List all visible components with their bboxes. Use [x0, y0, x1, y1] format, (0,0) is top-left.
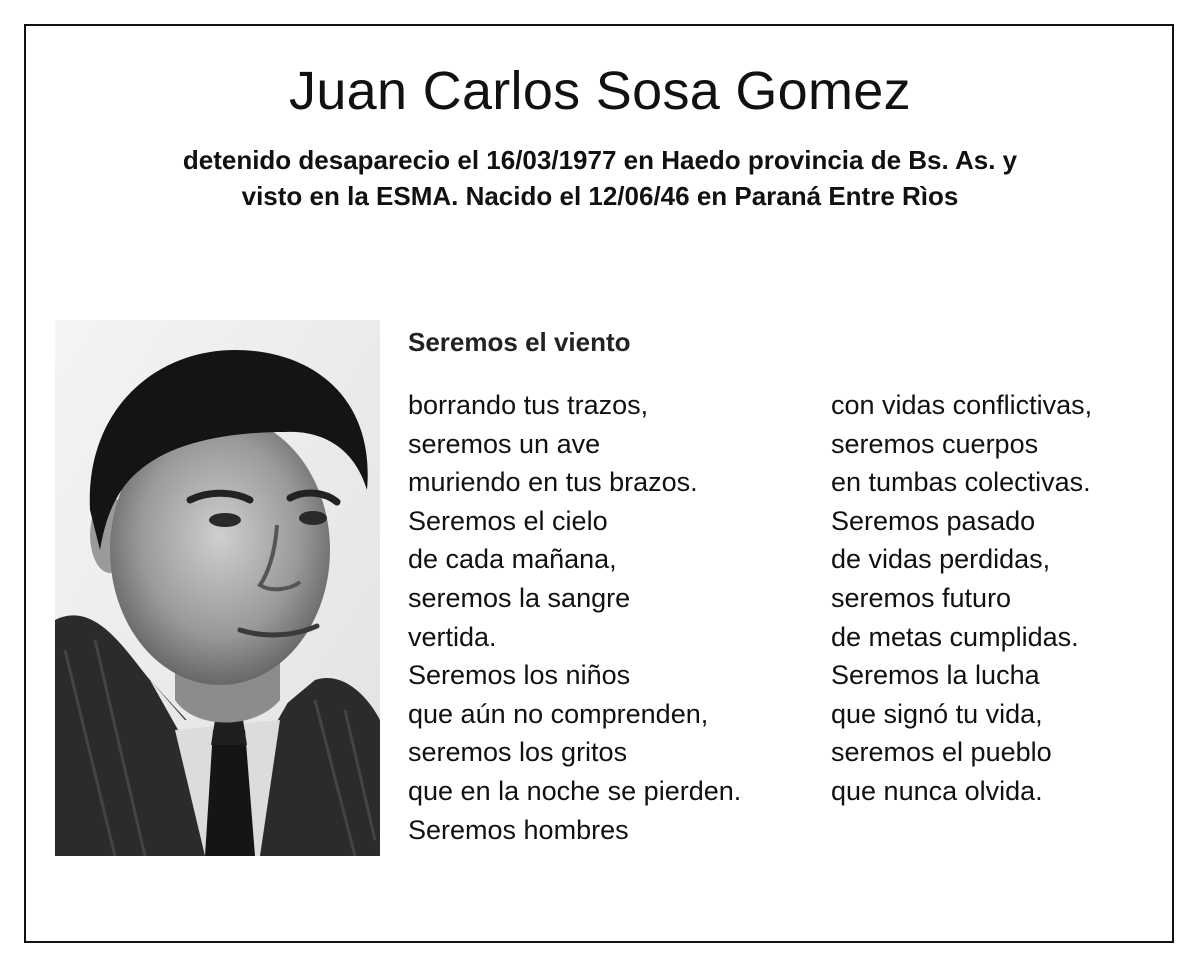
poem-title: Seremos el viento	[408, 327, 631, 357]
person-name: Juan Carlos Sosa Gomez	[289, 61, 911, 121]
details-line-1: detenido desaparecio el 16/03/1977 en Haedo provincia de Bs. As. y	[182, 145, 1018, 175]
details-line-2: visto en la ESMA. Nacido el 12/06/46 en Paraná Entre Rìos	[241, 181, 959, 211]
poem-line: Seremos pasado	[831, 505, 1036, 536]
portrait-photo	[55, 320, 380, 856]
poem-line: seremos los gritos	[408, 737, 628, 768]
poem-line: Seremos los niños	[408, 660, 631, 691]
poem-line: seremos un ave	[408, 428, 601, 459]
poem-line: seremos la sangre	[408, 582, 631, 613]
poem-line: seremos el pueblo	[831, 737, 1052, 768]
poem-line: seremos cuerpos	[831, 428, 1039, 459]
poem-line: que signó tu vida,	[831, 698, 1043, 729]
portrait-illustration	[55, 320, 380, 856]
poem-line: vertida.	[408, 621, 497, 652]
poem-column-2	[831, 386, 1092, 811]
poem-line: borrando tus trazos,	[408, 390, 649, 420]
poem-line: que nunca olvida.	[831, 775, 1043, 806]
poem-line: que aún no comprenden,	[408, 698, 709, 729]
poem-line: que en la noche se pierden.	[408, 775, 742, 806]
poem-line: muriendo en tus brazos.	[408, 467, 698, 498]
poem-line: en tumbas colectivas.	[831, 467, 1091, 498]
poem-line: Seremos hombres	[408, 814, 629, 845]
poem-line: Seremos la lucha	[831, 660, 1040, 691]
poem-line: de metas cumplidas.	[831, 621, 1079, 652]
person-details	[0, 142, 1200, 214]
poem-line: de cada mañana,	[408, 544, 617, 575]
poem-line: con vidas conflictivas,	[831, 390, 1093, 420]
poem-column-1	[408, 386, 741, 849]
poem-line: seremos futuro	[831, 582, 1012, 613]
poem-line: de vidas perdidas,	[831, 544, 1051, 575]
poem-line: Seremos el cielo	[408, 505, 608, 536]
